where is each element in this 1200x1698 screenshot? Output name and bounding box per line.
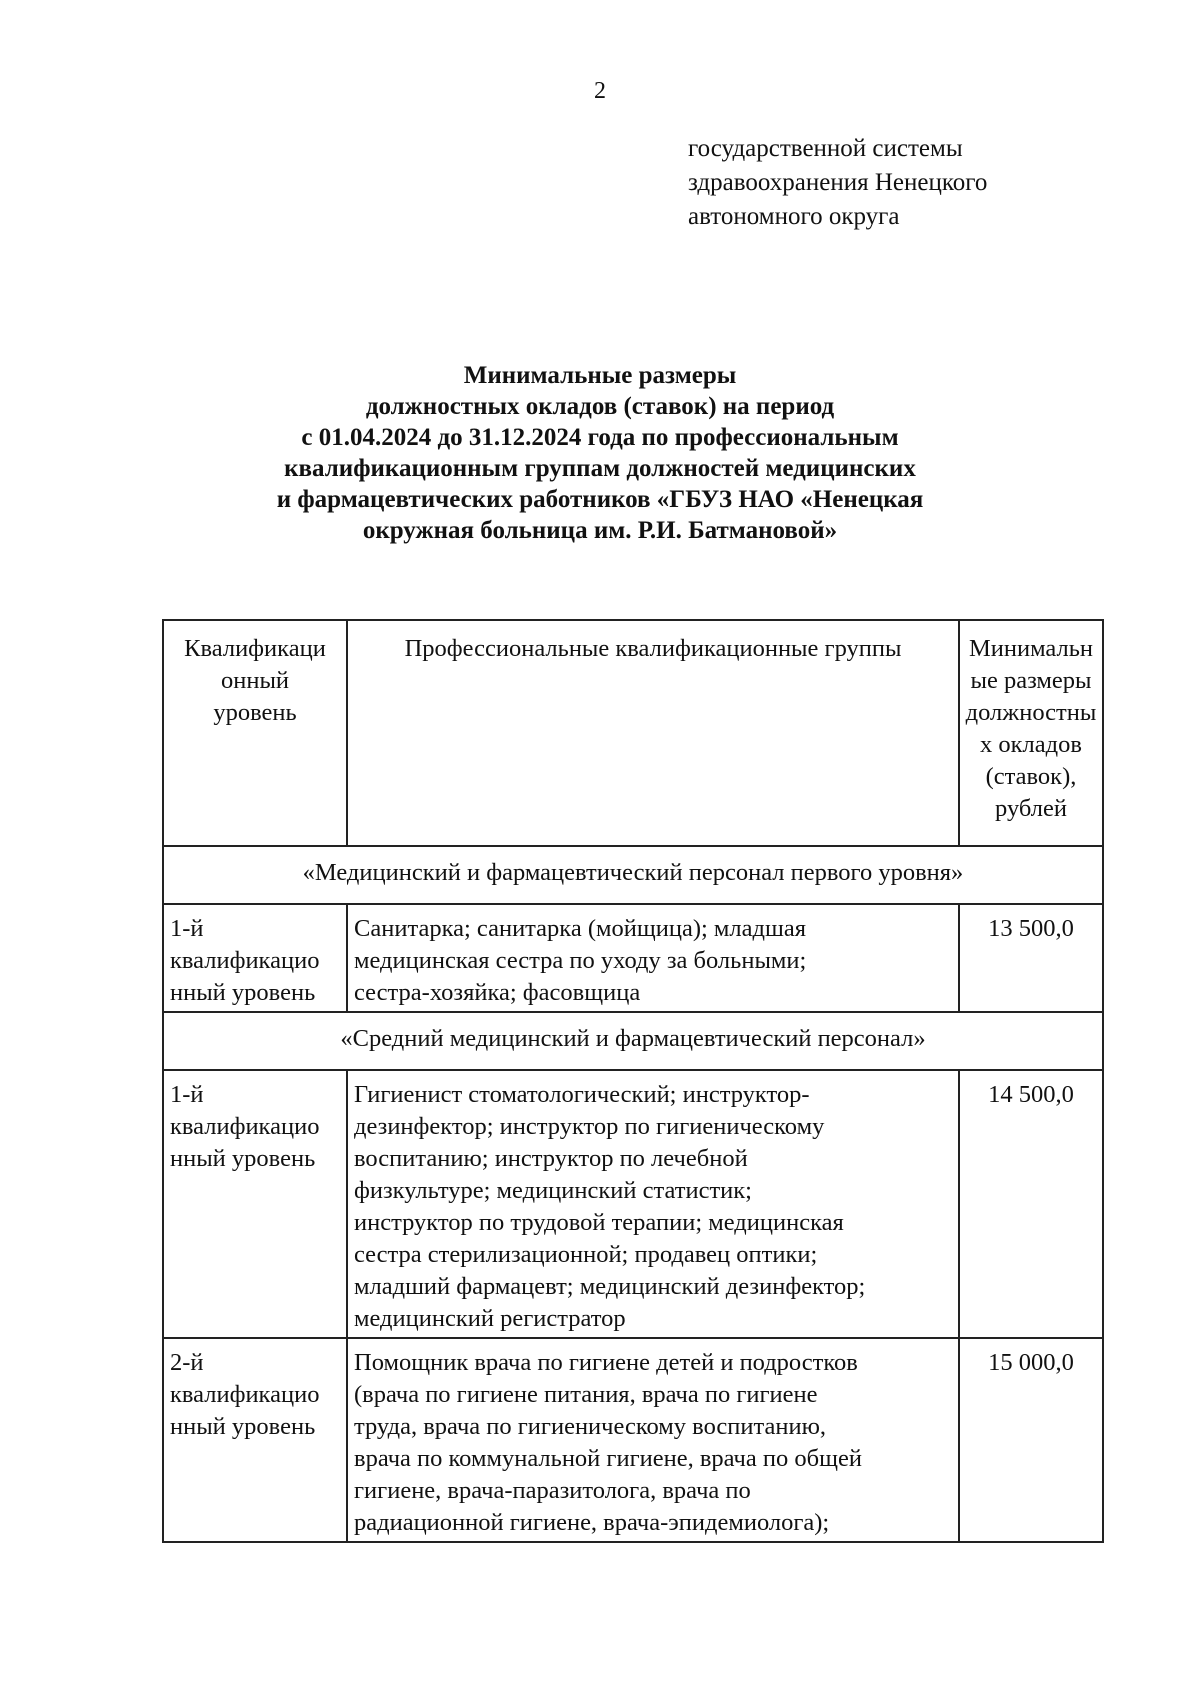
description-text: воспитанию; инструктор по лечебной — [354, 1145, 748, 1172]
level-text: нный уровень — [170, 1413, 316, 1440]
table-row — [163, 1070, 1103, 1338]
section-row — [163, 846, 1103, 904]
header-level-cell — [163, 620, 347, 846]
level-text: квалификацио — [170, 1113, 320, 1140]
title-line: с 01.04.2024 до 31.12.2024 года по профессиональным — [301, 424, 899, 451]
amount-cell: 15 000,0 — [959, 1338, 1103, 1542]
title-line: окружная больница им. Р.И. Батмановой» — [362, 517, 838, 544]
description-text: сестра-хозяйка; фасовщица — [354, 979, 641, 1006]
level-text: 2-й — [170, 1349, 204, 1376]
amount-cell: 13 500,0 — [959, 904, 1103, 1012]
title-line: квалификационным группам должностей медицинских — [284, 455, 916, 482]
title-line: должностных окладов (ставок) на период — [365, 393, 835, 420]
description-text: сестра стерилизационной; продавец оптики; — [354, 1241, 818, 1268]
description-cell — [347, 1070, 959, 1338]
description-text: младший фармацевт; медицинский дезинфектор; — [354, 1273, 866, 1300]
description-text: дезинфектор; инструктор по гигиеническому — [354, 1113, 825, 1140]
level-text: нный уровень — [170, 979, 316, 1006]
description-text: труда, врача по гигиеническому воспитанию, — [354, 1413, 827, 1440]
addressee-line: автономного округа — [688, 203, 900, 230]
description-text: гигиене, врача-паразитолога, врача по — [354, 1477, 751, 1504]
description-text: медицинская сестра по уходу за больными; — [354, 947, 807, 974]
amount-cell: 14 500,0 — [959, 1070, 1103, 1338]
table-header-row — [163, 620, 1103, 846]
header-text: х окладов — [980, 731, 1082, 758]
title-line: Минимальные размеры — [463, 362, 737, 389]
header-text: Квалификаци — [184, 635, 326, 662]
description-text: Гигиенист стоматологический; инструктор- — [354, 1081, 810, 1108]
level-cell — [163, 1338, 347, 1542]
description-text: инструктор по трудовой терапии; медицинская — [354, 1209, 844, 1236]
description-text: врача по коммунальной гигиене, врача по общей — [354, 1445, 862, 1472]
header-groups-cell — [347, 620, 959, 846]
level-text: квалификацио — [170, 1381, 320, 1408]
description-cell — [347, 904, 959, 1012]
addressee-line: государственной системы — [688, 135, 963, 162]
description-text: Санитарка; санитарка (мойщица); младшая — [354, 915, 806, 942]
title-line: и фармацевтических работников «ГБУЗ НАО «Ненецкая — [276, 486, 924, 513]
document-title — [0, 360, 1200, 546]
description-cell — [347, 1338, 959, 1542]
header-text: рублей — [995, 795, 1067, 822]
description-text: медицинский регистратор — [354, 1305, 626, 1332]
page-number: 2 — [594, 78, 606, 104]
table-row — [163, 1338, 1103, 1542]
description-text: Помощник врача по гигиене детей и подростков — [354, 1349, 858, 1376]
header-text: Профессиональные квалификационные группы — [404, 635, 902, 662]
level-text: квалификацио — [170, 947, 320, 974]
header-text: Минимальн — [968, 635, 1094, 662]
level-text: 1-й — [170, 915, 204, 942]
addressee-line: здравоохранения Ненецкого — [688, 169, 988, 196]
header-text: должностны — [965, 699, 1097, 726]
table-row — [163, 904, 1103, 1012]
header-text: ые размеры — [970, 667, 1092, 694]
level-cell — [163, 1070, 347, 1338]
header-text: онный — [220, 667, 290, 694]
addressee-block — [688, 132, 987, 234]
description-text: радиационной гигиене, врача-эпидемиолога); — [354, 1509, 830, 1536]
level-text: нный уровень — [170, 1145, 316, 1172]
description-text: (врача по гигиене питания, врача по гигиене — [354, 1381, 818, 1408]
header-text: (ставок), — [985, 763, 1077, 790]
section-row — [163, 1012, 1103, 1070]
level-text: 1-й — [170, 1081, 204, 1108]
level-cell — [163, 904, 347, 1012]
section-title: «Средний медицинский и фармацевтический персонал» — [163, 1012, 1103, 1070]
salary-table — [162, 619, 1104, 1543]
description-text: физкультуре; медицинский статистик; — [354, 1177, 752, 1204]
header-salary-cell — [959, 620, 1103, 846]
header-text: уровень — [213, 699, 297, 726]
section-title: «Медицинский и фармацевтический персонал первого уровня» — [163, 846, 1103, 904]
